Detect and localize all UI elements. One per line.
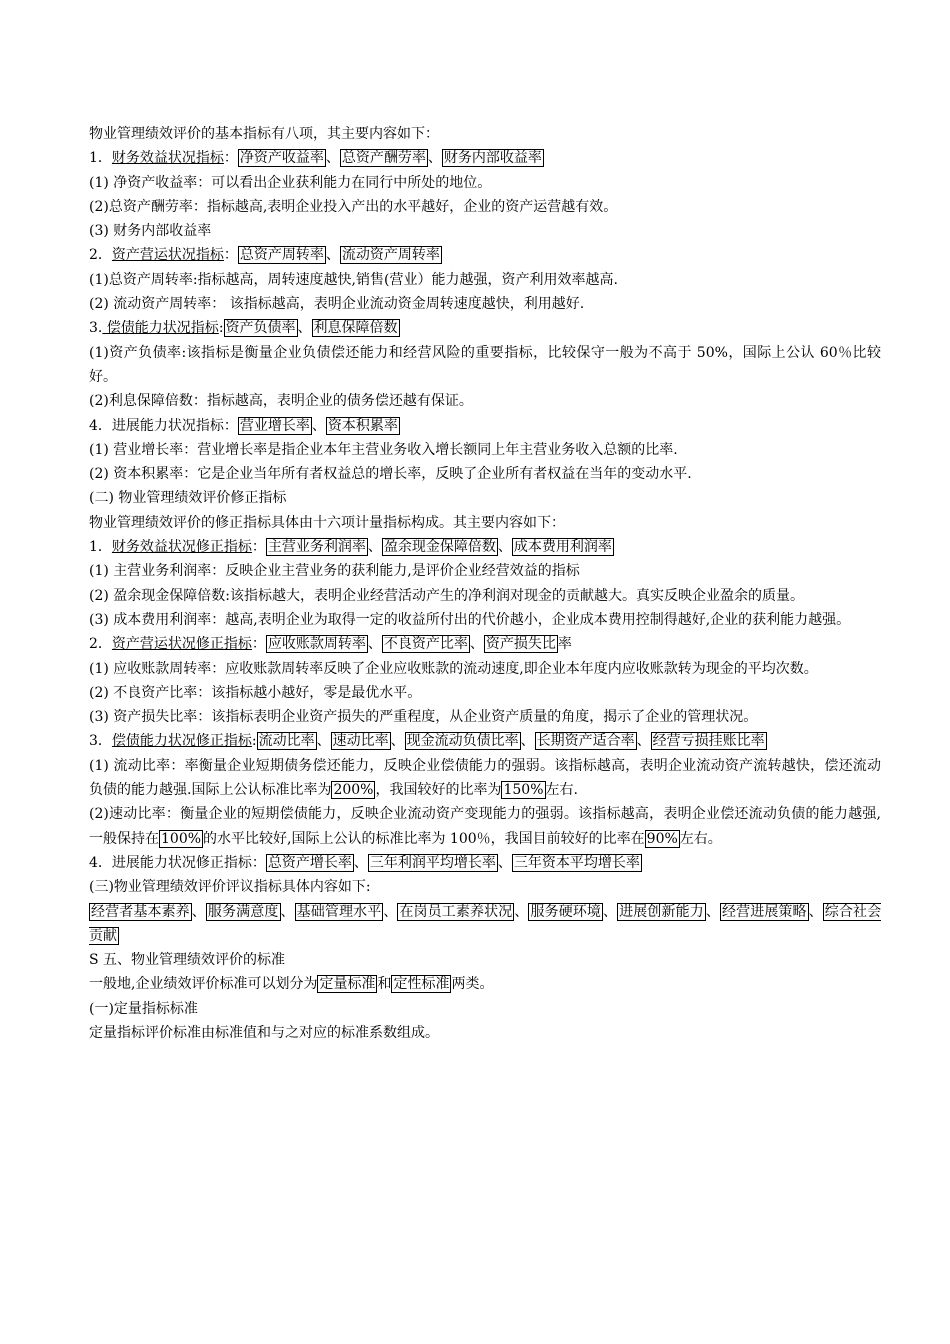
text-line [89, 243, 881, 267]
text-line [89, 681, 881, 705]
text-line [89, 559, 881, 583]
text-span: (2) 不良资产比率：该指标越小越好，零是最优水平。 [89, 684, 422, 701]
boxed-term: 流动比率 [258, 733, 315, 750]
text-span: (二) 物业管理绩效评价修正指标 [89, 490, 287, 507]
boxed-term: 不良资产比率 [383, 636, 468, 653]
text-span: (3) 资产损失比率：该指标表明企业资产损失的严重程度，从企业资产质量的角度，揭示了企业的管理状况。 [89, 709, 758, 726]
text-span: (2)利息保障倍数：指标越高，表明企业的债务偿还越有保证。 [89, 393, 473, 410]
text-span: 2． [89, 247, 112, 264]
text-span: 左右。 [679, 830, 722, 847]
boxed-term: 营业增长率 [239, 417, 310, 434]
boxed-term: 在岗员工素养状况 [399, 903, 513, 920]
boxed-term: 长期资产适合率 [536, 733, 635, 750]
text-span: S 五、物业管理绩效评价的标准 [89, 952, 286, 969]
boxed-term: 经营者基本素养 [91, 903, 190, 920]
text-span: (3) 成本费用利润率：越高,表明企业为取得一定的收益所付出的代价越小，企业成本费用控制得越好,企业的获利能力越强。 [89, 611, 851, 628]
text-span: ，我国较好的比率为 [375, 782, 502, 799]
boxed-term: 应收账款周转率 [267, 636, 366, 653]
text-span: 、 [353, 854, 368, 871]
text-span: (1) 应收账款周转率：应收账款周转率反映了企业应收账款的流动速度,即企业本年度内应收账款转为现金的平均次数。 [89, 660, 818, 677]
text-span: 、 [311, 417, 326, 434]
boxed-term: 服务满意度 [207, 903, 279, 920]
text-line [89, 632, 881, 656]
text-span: 、 [297, 320, 312, 337]
text-span: 3. [89, 320, 103, 337]
text-span: 率 [557, 636, 572, 653]
text-span: : [218, 320, 224, 337]
text-line [89, 389, 881, 413]
boxed-term: 现金流动负债比率 [406, 733, 519, 750]
text-span: (2) 盈余现金保障倍数:该指标越大，表明企业经营活动产生的净利润对现金的贡献越大。真实反映企业盈余的质量。 [89, 587, 804, 604]
text-span: 、 [497, 854, 512, 871]
text-span: 的水平比较好,国际上公认的标准比率为 100％，我国目前较好的比率在 [203, 830, 645, 847]
boxed-term: 总资产增长率 [267, 854, 352, 871]
boxed-term: 资产损失比 [485, 636, 556, 653]
text-line [89, 729, 881, 753]
text-span: 、 [705, 903, 720, 920]
text-span: 、 [520, 733, 535, 750]
boxed-term: 150% [503, 782, 544, 799]
boxed-term: 盈余现金保障倍数 [383, 539, 496, 556]
boxed-term: 速动比率 [332, 733, 389, 750]
text-span: ： [251, 539, 266, 556]
text-line [89, 851, 881, 875]
text-span: 、 [367, 636, 382, 653]
text-span: 一般地,企业绩效评价标准可以划分为 [89, 976, 318, 993]
boxed-term: 经营亏损挂账比率 [652, 733, 765, 750]
text-span: 、 [390, 733, 405, 750]
text-span: 3． [89, 733, 112, 750]
text-span: 物业管理绩效评价的基本指标有八项，其主要内容如下： [89, 126, 439, 142]
text-span: (2) 资本积累率：它是企业当年所有者权益总的增长率，反映了企业所有者权益在当年的变动水平. [89, 466, 692, 483]
underlined-heading: 财务效益状况修正指标 [111, 539, 252, 556]
text-line [89, 584, 881, 608]
text-line [89, 268, 881, 292]
text-span: (三)物业管理绩效评价评议指标具体内容如下: [89, 879, 371, 896]
boxed-term: 利息保障倍数 [313, 320, 398, 337]
text-span: 4．进展能力状况指标： [89, 417, 238, 434]
text-span: (1) 营业增长率：营业增长率是指企业本年主营业务收入增长额同上年主营业务收入总额的比率. [89, 441, 678, 458]
text-line [89, 122, 881, 146]
boxed-term: 三年利润平均增长率 [369, 854, 496, 871]
text-line [89, 195, 881, 219]
text-span: 物业管理绩效评价的修正指标具体由十六项计量指标构成。其主要内容如下： [89, 514, 565, 531]
boxed-term: 财务内部收益率 [443, 150, 542, 167]
text-line [89, 608, 881, 632]
boxed-term: 总资产周转率 [239, 247, 324, 264]
underlined-heading: 财务效益状况指标 [111, 150, 224, 167]
text-span: 、 [316, 733, 331, 750]
text-span: : [251, 733, 257, 750]
text-span: 、 [497, 539, 512, 556]
text-span: (1)资产负债率:该指标是衡量企业负债偿还能力和经营风险的重要指标，比较保守一般为不高于 50%，国际上公认 60％比较好。 [89, 344, 881, 385]
text-span: 、 [469, 636, 484, 653]
text-line [89, 146, 881, 170]
boxed-term: 200% [333, 782, 374, 799]
boxed-term: 总资产酬劳率 [341, 150, 426, 167]
text-span: 左右. [545, 782, 578, 799]
boxed-term: 90% [646, 830, 678, 847]
text-line [89, 875, 881, 899]
text-span: 2． [89, 636, 112, 653]
text-line [89, 438, 881, 462]
text-span: (1)总资产周转率:指标越高，周转速度越快,销售(营业）能力越强，资产利用效率越高. [89, 271, 618, 288]
text-span: ： [251, 636, 266, 653]
text-span: 、 [383, 903, 398, 920]
text-line [89, 316, 881, 340]
text-line [89, 292, 881, 316]
text-line [89, 705, 881, 729]
underlined-heading: 资产营运状况指标 [111, 247, 224, 264]
text-line [89, 657, 881, 681]
text-line [89, 948, 881, 972]
boxed-term: 成本费用利润率 [513, 539, 612, 556]
text-line [89, 511, 881, 535]
boxed-term: 定性标准 [393, 976, 450, 993]
text-span: 1． [89, 539, 112, 556]
text-span: (1) 流动比率：率衡量企业短期债务偿还能力，反映企业偿债能力的强弱。该指标越高，表明企业流动资产流转越快，偿还流动负债的能力越强.国际上公认标准比率为 [89, 757, 881, 799]
text-span: ： [223, 247, 238, 264]
document-body [89, 122, 881, 1045]
text-span: (2)总资产酬劳率：指标越高,表明企业投入产出的水平越好，企业的资产运营越有效。 [89, 198, 618, 215]
text-line [89, 535, 881, 559]
boxed-term: 进展创新能力 [619, 903, 704, 920]
text-span: 和 [377, 976, 392, 993]
boxed-term: 100% [161, 830, 202, 847]
boxed-term: 服务硬环境 [530, 903, 602, 920]
text-span: 、 [427, 150, 442, 167]
text-span: 、 [603, 903, 618, 920]
text-span: 、 [325, 247, 340, 264]
text-line [89, 171, 881, 195]
text-line [89, 997, 881, 1021]
boxed-term: 流动资产周转率 [341, 247, 440, 264]
boxed-term: 三年资本平均增长率 [513, 854, 640, 871]
text-span: 、 [514, 903, 529, 920]
text-line [89, 972, 881, 996]
text-line [89, 802, 881, 851]
text-span: 、 [280, 903, 295, 920]
text-span: (2)速动比率：衡量企业的短期偿债能力，反映企业流动资产变现能力的强弱。该指标越高，表明企业偿还流动负债的能力越强,一般保持在 [89, 806, 881, 847]
text-span: 、 [325, 150, 340, 167]
text-line [89, 414, 881, 438]
underlined-heading: 资产营运状况修正指标 [111, 636, 252, 653]
boxed-term: 净资产收益率 [239, 150, 324, 167]
boxed-term: 基础管理水平 [296, 903, 382, 920]
underlined-heading: 偿债能力状况指标 [102, 320, 219, 337]
boxed-term: 资本积累率 [327, 417, 398, 434]
text-span: (2) 流动资产周转率： 该指标越高，表明企业流动资金周转速度越快，利用越好. [89, 296, 585, 313]
text-span: (1) 主营业务利润率：反映企业主营业务的获利能力,是评价企业经营效益的指标 [89, 563, 580, 580]
boxed-term: 经营进展策略 [721, 903, 807, 920]
text-span: 两类。 [451, 976, 494, 993]
text-line [89, 754, 881, 803]
text-span: (3) 财务内部收益率 [89, 223, 212, 240]
boxed-term: 资产负债率 [225, 320, 296, 337]
text-line [89, 219, 881, 243]
text-span: ： [223, 150, 238, 167]
text-span: (一)定量指标标准 [89, 1000, 198, 1017]
text-line [89, 341, 881, 390]
text-span: 定量指标评价标准由标准值和与之对应的标准系数组成。 [89, 1024, 439, 1041]
underlined-heading: 偿债能力状况修正指标 [111, 733, 252, 750]
boxed-term: 综合社会贡献 [89, 903, 882, 944]
text-line [89, 462, 881, 486]
text-span: 、 [636, 733, 651, 750]
text-span: 、 [191, 903, 206, 920]
text-span: (1) 净资产收益率：可以看出企业获利能力在同行中所处的地位。 [89, 174, 492, 191]
text-line [89, 486, 881, 510]
text-span: 4．进展能力状况修正指标： [89, 854, 266, 871]
text-line [89, 900, 881, 949]
boxed-term: 主营业务利润率 [267, 539, 366, 556]
boxed-term: 定量标准 [319, 976, 376, 993]
text-span: 、 [367, 539, 382, 556]
text-span: 1． [89, 150, 112, 167]
text-line [89, 1021, 881, 1045]
text-span: 、 [808, 903, 823, 920]
